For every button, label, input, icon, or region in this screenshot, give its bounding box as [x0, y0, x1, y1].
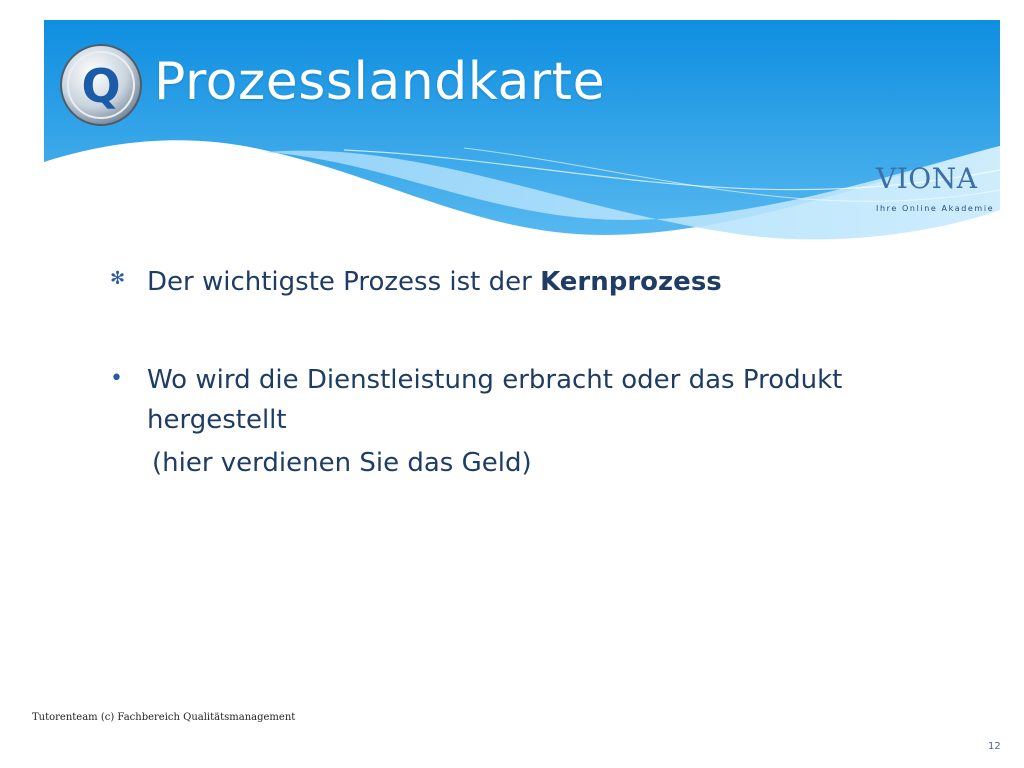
dot-bullet-icon: • — [110, 366, 123, 391]
bullet-1 — [147, 262, 722, 302]
bullet-1-emphasis: Kernprozess — [540, 267, 722, 297]
viona-tagline: Ihre Online Akademie — [876, 204, 995, 213]
bullet-2-text: Wo wird die Dienstleistung erbracht oder das Produkt hergestellt — [147, 365, 843, 435]
asterisk-bullet-icon: ✻ — [110, 268, 126, 289]
bullet-1-text: Der wichtigste Prozess ist der — [147, 267, 541, 297]
slide-title: Prozesslandkarte — [154, 52, 606, 112]
footer-text: Tutorenteam (c) Fachbereich Qualitätsmanagement — [32, 712, 296, 723]
viona-wordmark: VIONA — [876, 162, 978, 195]
q-logo-icon — [58, 42, 144, 128]
q-logo-letter: Q — [81, 59, 121, 113]
page-number: 12 — [988, 741, 1001, 752]
viona-logo — [872, 162, 995, 218]
bullet-2-subtext: (hier verdienen Sie das Geld) — [152, 448, 532, 478]
